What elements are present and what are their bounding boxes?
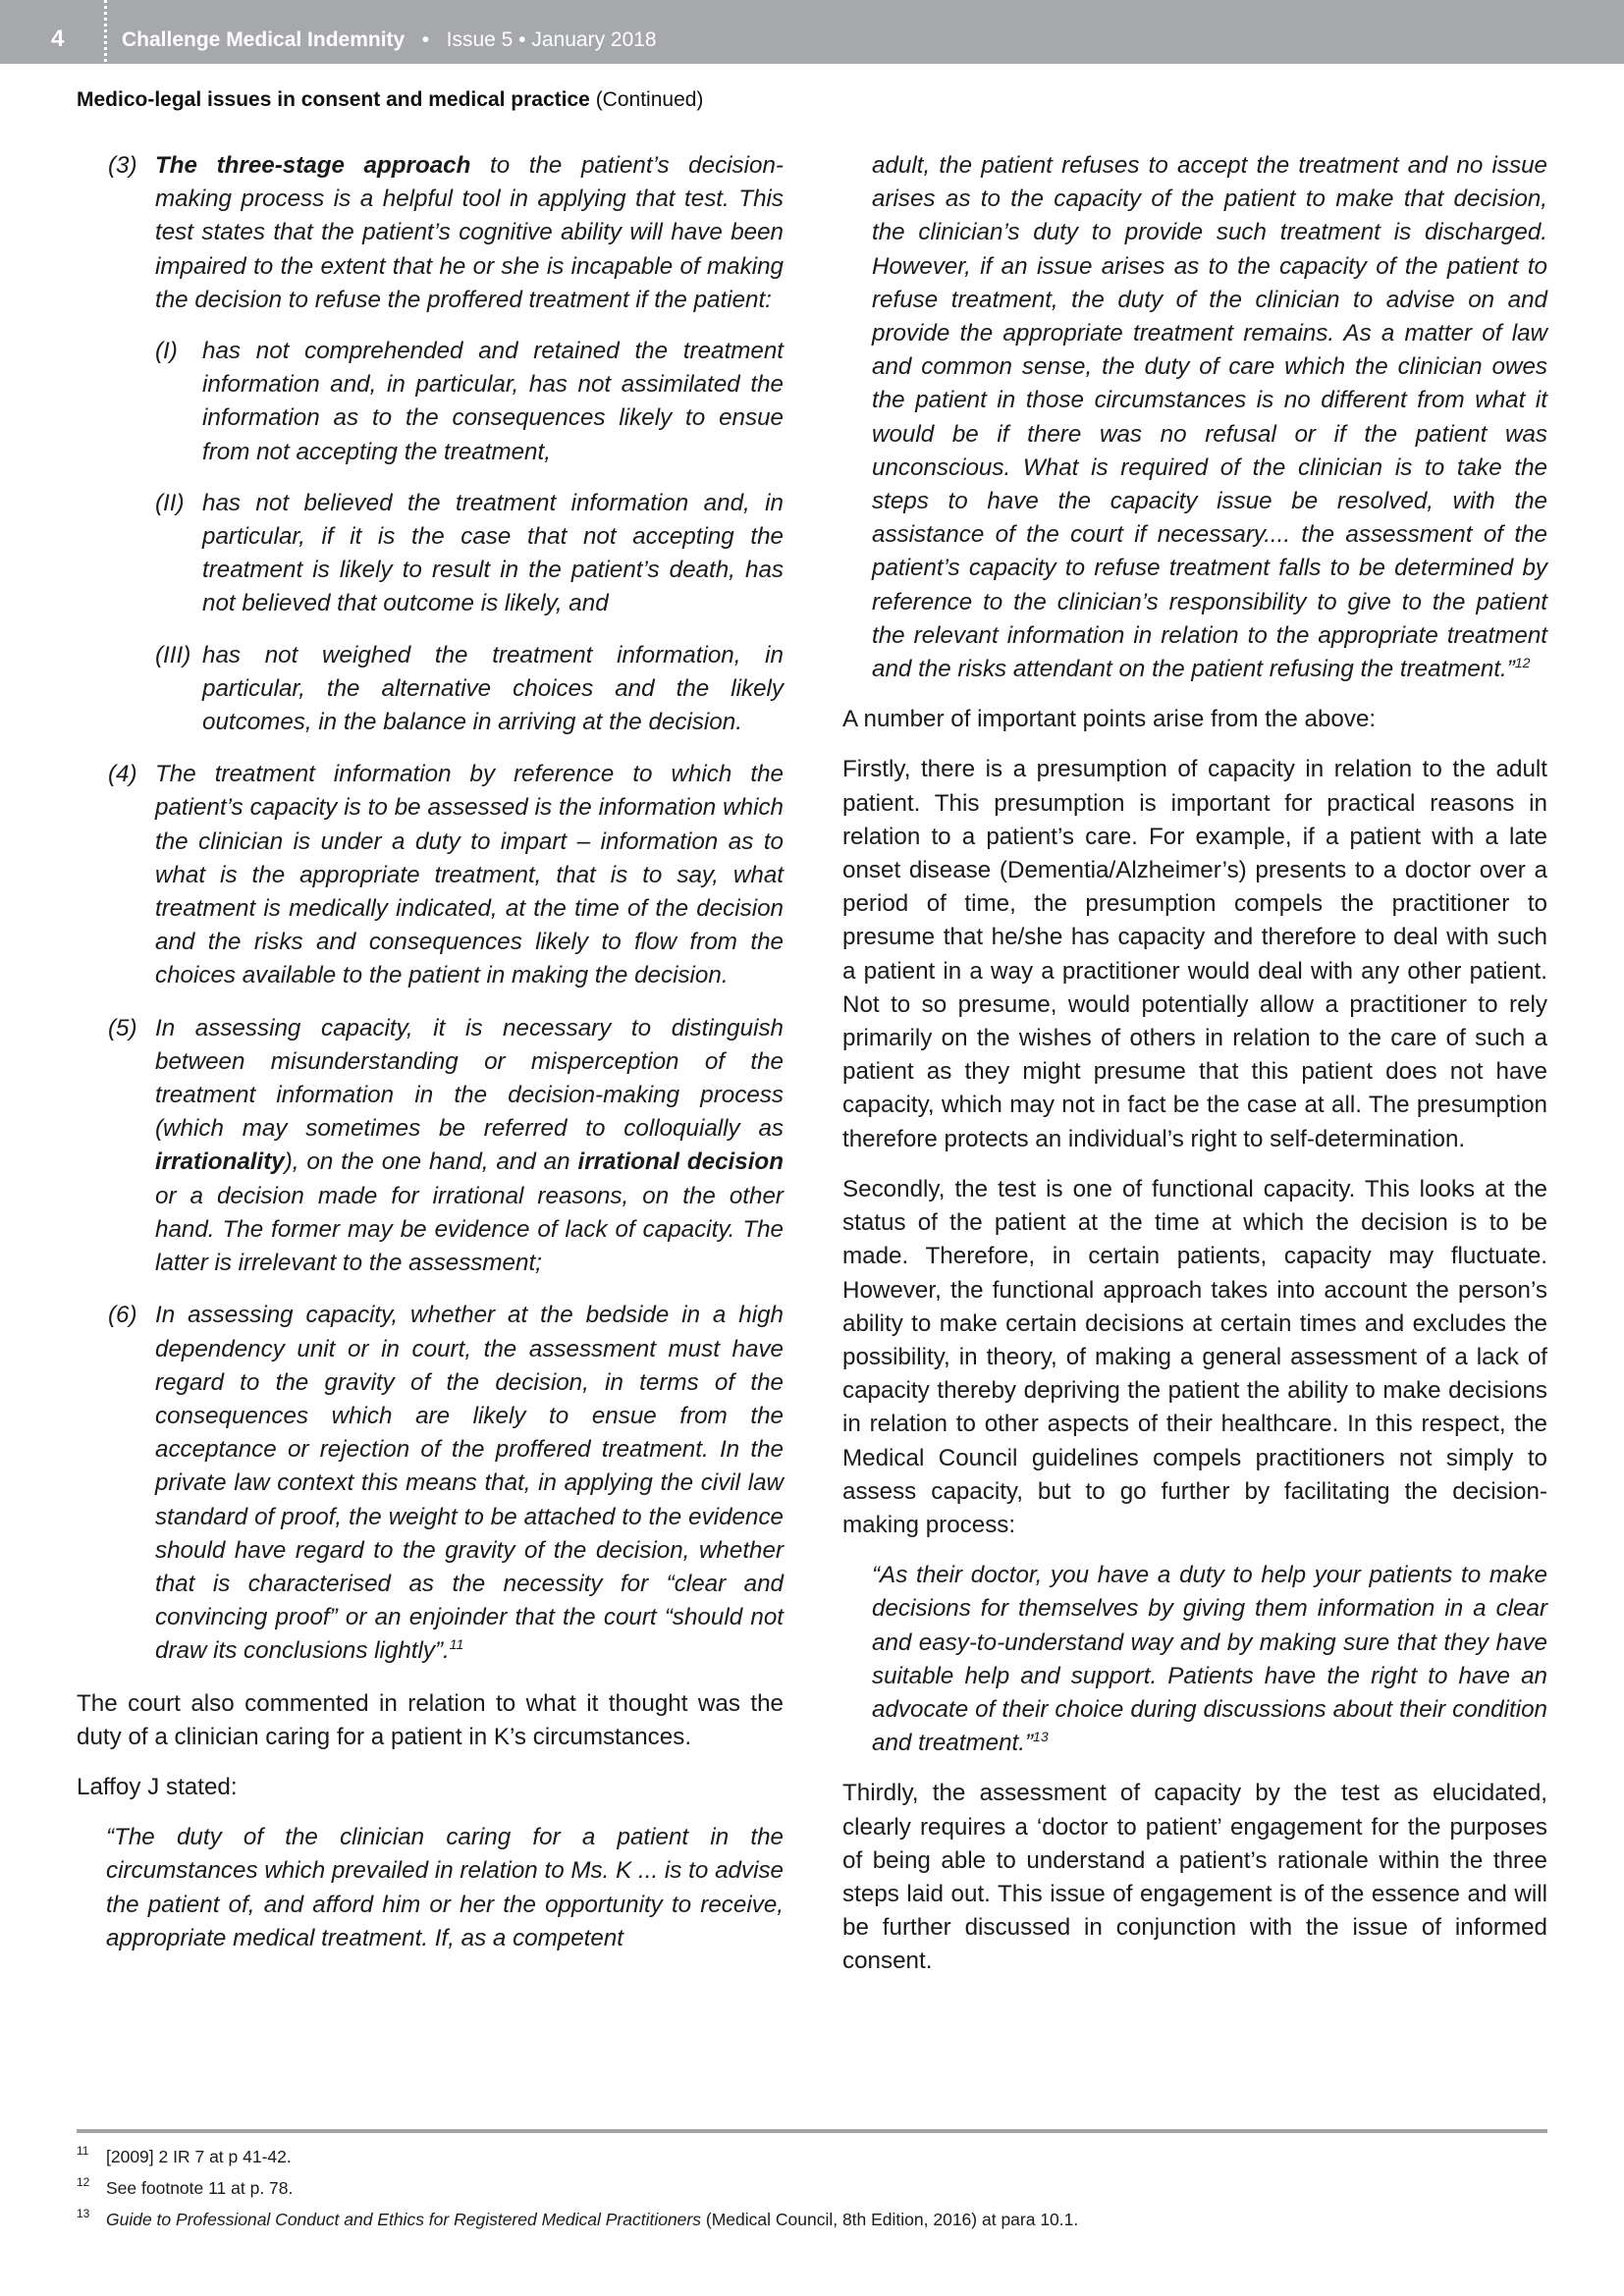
footnote-text: [2009] 2 IR 7 at p 41-42. — [106, 2147, 292, 2166]
section-title-main: Medico-legal issues in consent and medical practice — [77, 88, 590, 111]
list-item-5 — [77, 1012, 784, 1281]
paragraph-laffoy: Laffoy J stated: — [77, 1773, 238, 1800]
quote-laffoy-continued — [842, 149, 1547, 686]
list-item-6 — [77, 1299, 784, 1668]
list-item-4 — [77, 758, 784, 992]
paragraph-court: The court also commented in relation to what it thought was the duty of a clinician caring for a patient in K’s circumstances. — [77, 1689, 784, 1750]
footnote-13 — [77, 2209, 1549, 2230]
footnote-11 — [77, 2146, 1549, 2167]
item-number: (5) — [108, 1014, 137, 1041]
left-column — [77, 149, 784, 1972]
quote-laffoy-start: “The duty of the clinician caring for a patient in the circumstances which prevailed in relation to Ms. K ... is to advise the patient of, and afford him or her the opportunity to receive, appropriate medical treatment. If, as a competent — [106, 1824, 784, 1951]
item-text-b: ), on the one hand, and an — [284, 1148, 578, 1176]
footnote-ref-11[interactable]: 11 — [449, 1636, 464, 1653]
footnote-divider — [77, 2129, 1547, 2133]
item-text: to the patient’s decision-making process is a helpful tool in applying that test. This test states that the patient’s cognitive ability will have been impaired to the extent that he or she is incapable of making the decision to refuse the proffered treatment if the patient: — [155, 152, 784, 313]
footnote-ref-13[interactable]: 13 — [1033, 1729, 1049, 1745]
footnote-12 — [77, 2177, 1549, 2199]
quote-text: “As their doctor, you have a duty to help your patients to make decisions for themselves by giving them information in a clear and easy-to-understand way and by making sure that they have suitable help and support. Patients have the right to have an advocate of their choice during discussions about their condition and treatment.” — [872, 1562, 1547, 1757]
sub-item-3 — [155, 639, 784, 740]
footnote-title: Guide to Professional Conduct and Ethics for Registered Medical Practitioners — [106, 2210, 701, 2229]
list-item-3 — [77, 149, 784, 739]
footnote-text: (Medical Council, 8th Edition, 2016) at para 10.1. — [701, 2210, 1079, 2229]
section-title-suffix: (Continued) — [595, 88, 704, 111]
footnote-ref-12[interactable]: 12 — [1514, 654, 1531, 670]
sub-item-number: (I) — [155, 338, 178, 365]
issue-date: Issue 5 • January 2018 — [446, 28, 657, 51]
footnotes — [77, 2146, 1549, 2240]
sub-item-text: has not weighed the treatment information, in particular, the alternative choices and the likely outcomes, in the balance in arriving at the decision. — [202, 641, 784, 736]
paragraph-firstly: Firstly, there is a presumption of capacity in relation to the adult patient. This presumption is important for practical reasons in relation to a patient’s care. For example, if a patient with a late onset disease (Dementia/Alzheimer’s) presents to a doctor over a period of time, the presumption compels the practitioner to presume that he/she has capacity and therefore to deal with such a patient in a way a practitioner would deal with any other patient. Not to so presume, would potentially allow a practitioner to rely primarily on the wishes of others in relation to the care of such a patient as they might presume that this patient does not have capacity, which may not in fact be the case at all. The presumption therefore protects an individual’s right to self-determination. — [842, 756, 1547, 1152]
sub-item-1 — [155, 335, 784, 469]
sub-item-number: (III) — [155, 641, 191, 668]
footnote-number: 12 — [77, 2175, 90, 2189]
publication-header — [122, 28, 657, 52]
paragraph-thirdly: Thirdly, the assessment of capacity by the test as elucidated, clearly requires a ‘doctor to patient’ engagement for the purposes of being able to understand a patient’s rationale within the three steps laid out. This issue of engagement is of the essence and will be further discussed in conjunction with the issue of informed consent. — [842, 1780, 1547, 1975]
footnote-number: 13 — [77, 2207, 90, 2220]
header-bullet: • — [421, 28, 430, 51]
quote-medical-council — [842, 1559, 1547, 1760]
sub-item-2 — [155, 487, 784, 621]
item-text-c: or a decision made for irrational reasons, on the other hand. The former may be evidence of lack of capacity. The latter is irrelevant to the assessment; — [155, 1182, 784, 1277]
dotted-divider — [104, 0, 107, 62]
paragraph-points: A number of important points arise from the above: — [842, 706, 1377, 733]
sub-item-text: has not believed the treatment information and, in particular, if it is the case that not accepting the treatment is likely to result in the patient’s death, has not believed that outcome is likely, and — [202, 489, 784, 617]
paragraph-secondly: Secondly, the test is one of functional capacity. This looks at the status of the patient at the time at which the decision is to be made. Therefore, in certain patients, capacity may fluctuate. However, the functional approach takes into account the person’s ability to make certain decisions at certain times and excludes the possibility, in theory, of making a general assessment of a lack of capacity thereby depriving the patient the ability to make decisions in relation to other aspects of their healthcare. In this respect, the Medical Council guidelines compels practitioners not simply to assess capacity, but to go further by facilitating the decision-making process: — [842, 1175, 1547, 1538]
sub-item-number: (II) — [155, 489, 185, 516]
page-header-bar — [0, 0, 1624, 64]
item-number: (3) — [108, 152, 137, 179]
bold-term-irrational-decision: irrational decision — [577, 1148, 784, 1176]
item-text: The treatment information by reference to which the patient’s capacity is to be assessed is the information which the clinician is under a duty to impart – information as to what is the appropriate treatment, that is to say, what treatment is medically indicated, at the time of the decision and the risks and consequences likely to flow from the choices available to the patient in making the decision. — [155, 761, 784, 989]
item-text-a: In assessing capacity, it is necessary to distinguish between misunderstanding or misperception of the treatment information in the decision-making process (which may sometimes be referred to colloquially as — [155, 1014, 784, 1143]
footnote-text: See footnote 11 at p. 78. — [106, 2178, 294, 2198]
item-text: In assessing capacity, whether at the bedside in a high dependency unit or in court, the assessment must have regard to the gravity of the decision, in terms of the consequences which are likely to ensue from the acceptance or rejection of the proffered treatment. In the private law context this means that, in applying the civil law standard of proof, the weight to be attached to the evidence should have regard to the gravity of the decision, whether that is characterised as the necessity for “clear and convincing proof” or an enjoinder that the court “should not draw its conclusions lightly”. — [155, 1302, 784, 1665]
sub-item-text: has not comprehended and retained the treatment information and, in particular, has not assimilated the information as to the consequences likely to ensue from not accepting the treatment, — [202, 338, 784, 465]
quote-text: adult, the patient refuses to accept the treatment and no issue arises as to the capacity of the patient to make that decision, the clinician’s duty to provide such treatment is discharged. However, if an issue arises as to the capacity of the patient to refuse treatment, the duty of the clinician to advise on and provide the appropriate treatment remains. As a matter of law and common sense, the duty of care which the clinician owes the patient in those circumstances is no different from what it would be if there was no refusal or if the patient was unconscious. What is required of the clinician is to take the steps to have the capacity issue be resolved, with the assistance of the court if necessary.... the assessment of the patient’s capacity to refuse treatment falls to be determined by reference to the clinician’s responsibility to give to the patient the relevant information in relation to the appropriate treatment and the risks attendant on the patient refusing the treatment.” — [872, 152, 1547, 683]
page-number: 4 — [51, 26, 65, 52]
bold-lead: The three-stage approach — [155, 152, 471, 179]
section-title — [77, 88, 703, 112]
sub-list — [155, 335, 784, 739]
item-number: (4) — [108, 761, 137, 788]
item-number: (6) — [108, 1302, 137, 1329]
bold-term-irrationality: irrationality — [155, 1148, 285, 1176]
right-column — [842, 149, 1547, 1996]
publication-name: Challenge Medical Indemnity — [122, 28, 406, 51]
footnote-number: 11 — [77, 2144, 89, 2158]
